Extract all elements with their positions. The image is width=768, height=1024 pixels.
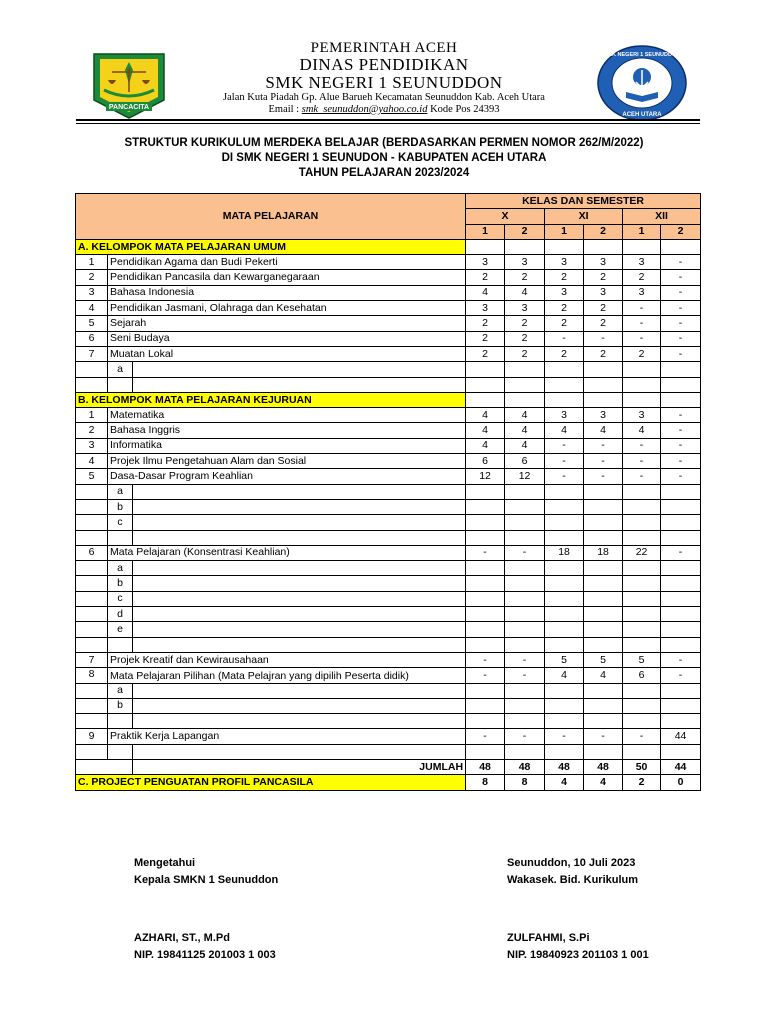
subject-row [76, 301, 701, 316]
projek-cell: 0 [661, 775, 701, 790]
table-row [76, 683, 701, 698]
row-number: 8 [76, 668, 108, 683]
hours-cell: 2 [623, 346, 661, 361]
sign-left-line-2: Kepala SMKN 1 Seunuddon [134, 874, 279, 886]
hours-cell: - [661, 316, 701, 331]
header-mapel: MATA PELAJARAN [76, 194, 466, 240]
total-row [76, 759, 701, 774]
table-row [76, 744, 701, 759]
sign-right-nip: NIP. 19840923 201103 1 001 [507, 949, 649, 961]
hours-cell: 2 [505, 270, 545, 285]
document-title-line-3: TAHUN PELAJARAN 2023/2024 [298, 167, 470, 179]
hours-cell: 2 [584, 270, 623, 285]
hours-cell: 4 [505, 423, 545, 438]
hours-cell: - [584, 454, 623, 469]
curriculum-table [75, 193, 701, 791]
subject-row [76, 331, 701, 346]
hours-cell: 2 [466, 331, 505, 346]
group-a-row [76, 239, 701, 254]
hours-cell: 3 [505, 255, 545, 270]
sub-item-label: a [108, 484, 133, 499]
hours-cell: 3 [623, 408, 661, 423]
row-number: 3 [76, 438, 108, 453]
hours-cell: 4 [466, 408, 505, 423]
subject-row [76, 423, 701, 438]
sub-item-label: d [108, 607, 133, 622]
hours-cell: - [661, 346, 701, 361]
subject-row [76, 469, 701, 484]
email-label: Email : [268, 104, 300, 115]
aceh-emblem-logo [86, 50, 172, 120]
subject-name: Bahasa Inggris [108, 423, 466, 438]
hours-cell: - [661, 255, 701, 270]
hours-cell: - [661, 668, 701, 683]
table-row [76, 530, 701, 545]
row-number: 5 [76, 469, 108, 484]
subject-name: Informatika [108, 438, 466, 453]
header-semester: 2 [584, 224, 623, 239]
document-title-line-1: STRUKTUR KURIKULUM MERDEKA BELAJAR (BERDASARKAN PERMEN NOMOR 262/M/2022) [124, 137, 644, 149]
subject-name: Seni Budaya [108, 331, 466, 346]
hours-cell: 22 [623, 545, 661, 560]
sub-item-label: a [108, 362, 133, 377]
hours-cell: - [584, 331, 623, 346]
hours-cell: - [661, 652, 701, 667]
letterhead-address: Jalan Kuta Piadah Gp. Alue Barueh Kecamatan Seunuddon Kab. Aceh Utara [223, 92, 545, 103]
table-row [76, 591, 701, 606]
hours-cell: 2 [545, 301, 584, 316]
subject-row [76, 285, 701, 300]
hours-cell: 2 [505, 346, 545, 361]
hours-cell: 3 [466, 255, 505, 270]
group-a-body [76, 255, 701, 362]
hours-cell: - [584, 469, 623, 484]
row-number: 3 [76, 285, 108, 300]
hours-cell: 2 [584, 316, 623, 331]
hours-cell: 3 [505, 301, 545, 316]
hours-cell: - [661, 469, 701, 484]
header-kelas-x: X [466, 209, 545, 224]
hours-cell: 2 [466, 316, 505, 331]
hours-cell: 2 [505, 316, 545, 331]
hours-cell: 3 [584, 285, 623, 300]
hours-cell: 4 [623, 423, 661, 438]
subject-row-6 [76, 545, 701, 560]
school-logo [596, 44, 688, 122]
table-row [76, 622, 701, 637]
hours-cell: - [661, 331, 701, 346]
hours-cell: 4 [584, 668, 623, 683]
hours-cell: 2 [545, 316, 584, 331]
subject-row [76, 454, 701, 469]
hours-cell: - [661, 545, 701, 560]
hours-cell: 3 [584, 408, 623, 423]
group-b-heading: B. KELOMPOK MATA PELAJARAN KEJURUAN [76, 392, 466, 407]
table-row [76, 698, 701, 713]
hours-cell: - [466, 729, 505, 744]
letterhead-line-2: DINAS PENDIDIKAN [299, 55, 469, 74]
hours-cell: - [623, 438, 661, 453]
hours-cell: 2 [584, 346, 623, 361]
hours-cell: - [505, 729, 545, 744]
hours-cell: 4 [545, 668, 584, 683]
hours-cell: 3 [623, 255, 661, 270]
letterhead-rule-thick [76, 119, 700, 121]
sign-left-nip: NIP. 19841125 201003 1 003 [134, 949, 276, 961]
row-number: 9 [76, 729, 108, 744]
row-number: 2 [76, 270, 108, 285]
hours-cell: 2 [505, 331, 545, 346]
hours-cell: 18 [545, 545, 584, 560]
letterhead [0, 0, 768, 124]
hours-cell: 2 [545, 270, 584, 285]
hours-cell: 6 [466, 454, 505, 469]
table-row [76, 515, 701, 530]
hours-cell: 12 [466, 469, 505, 484]
projek-cell: 4 [584, 775, 623, 790]
subject-name: Mata Pelajaran Pilihan (Mata Pelajran yang dipilih Peserta didik) [108, 668, 466, 683]
row-number: 7 [76, 652, 108, 667]
header-semester: 2 [661, 224, 701, 239]
group-b-row [76, 392, 701, 407]
row-number: 6 [76, 545, 108, 560]
subject-name: Bahasa Indonesia [108, 285, 466, 300]
table-row [76, 607, 701, 622]
logo-left-text: PANCACITA [108, 104, 150, 111]
hours-cell: - [623, 469, 661, 484]
table-row [76, 561, 701, 576]
total-cell: 44 [661, 759, 701, 774]
hours-cell: - [545, 331, 584, 346]
header-row-1 [76, 194, 701, 209]
sign-right-name: ZULFAHMI, S.Pi [507, 932, 590, 944]
hours-cell: 3 [623, 285, 661, 300]
hours-cell: - [661, 408, 701, 423]
hours-cell: 5 [623, 652, 661, 667]
subject-name: Sejarah [108, 316, 466, 331]
row-number: 1 [76, 255, 108, 270]
header-semester: 1 [466, 224, 505, 239]
hours-cell: 6 [505, 454, 545, 469]
subject-name: Projek Kreatif dan Kewirausahaan [108, 652, 466, 667]
row-number: 5 [76, 316, 108, 331]
hours-cell: 2 [466, 270, 505, 285]
subject-row [76, 255, 701, 270]
hours-cell: 4 [466, 438, 505, 453]
hours-cell: - [545, 438, 584, 453]
total-label: JUMLAH [133, 759, 466, 774]
hours-cell: 12 [505, 469, 545, 484]
subject-name: Pendidikan Jasmani, Olahraga dan Kesehatan [108, 301, 466, 316]
header-semester: 1 [623, 224, 661, 239]
hours-cell: - [584, 729, 623, 744]
hours-cell: - [623, 316, 661, 331]
table-row [76, 377, 701, 392]
hours-cell: - [584, 438, 623, 453]
sub-item-label: c [108, 515, 133, 530]
sign-left-name: AZHARI, ST., M.Pd [134, 932, 230, 944]
header-kelas-xi: XI [545, 209, 623, 224]
group-b-body [76, 408, 701, 484]
letterhead-school-name: SMK NEGERI 1 SEUNUDDON [265, 73, 503, 92]
hours-cell: 3 [466, 301, 505, 316]
subject-row-8 [76, 668, 701, 683]
hours-cell: 2 [584, 301, 623, 316]
subject-name: Pendidikan Agama dan Budi Pekerti [108, 255, 466, 270]
hours-cell: - [505, 545, 545, 560]
logo-right-top-text: SMK NEGERI 1 SEUNUDDON [603, 52, 681, 58]
row-number: 4 [76, 454, 108, 469]
row-number: 4 [76, 301, 108, 316]
projek-cell: 8 [466, 775, 505, 790]
hours-cell: - [466, 545, 505, 560]
total-cell: 50 [623, 759, 661, 774]
total-cell: 48 [466, 759, 505, 774]
hours-cell: 4 [505, 285, 545, 300]
hours-cell: 4 [545, 423, 584, 438]
hours-cell: - [623, 331, 661, 346]
hours-cell: - [661, 454, 701, 469]
sub-item-label: a [108, 561, 133, 576]
subject-name: Pendidikan Pancasila dan Kewarganegaraan [108, 270, 466, 285]
hours-cell: 5 [584, 652, 623, 667]
hours-cell: - [623, 454, 661, 469]
hours-cell: 5 [545, 652, 584, 667]
hours-cell: - [545, 469, 584, 484]
email-link[interactable]: smk_seunuddon@yahoo.co.id [301, 104, 428, 115]
letterhead-rule-thin [76, 123, 700, 124]
hours-cell: 4 [505, 408, 545, 423]
projek-cell: 2 [623, 775, 661, 790]
subject-row [76, 316, 701, 331]
sub-item-label: c [108, 591, 133, 606]
total-cell: 48 [505, 759, 545, 774]
hours-cell: 3 [545, 408, 584, 423]
header-semester: 2 [505, 224, 545, 239]
subject-row [76, 408, 701, 423]
header-semester: 1 [545, 224, 584, 239]
hours-cell: - [661, 438, 701, 453]
sign-right-line-2: Wakasek. Bid. Kurikulum [507, 874, 639, 886]
hours-cell: - [623, 301, 661, 316]
hours-cell: - [623, 729, 661, 744]
row-number: 2 [76, 423, 108, 438]
projek-cell: 8 [505, 775, 545, 790]
header-kelas-semester: KELAS DAN SEMESTER [466, 194, 701, 209]
table-row [76, 484, 701, 499]
hours-cell: 4 [584, 423, 623, 438]
subject-row [76, 438, 701, 453]
subject-name: Projek Ilmu Pengetahuan Alam dan Sosial [108, 454, 466, 469]
hours-cell: 6 [623, 668, 661, 683]
subject-name: Dasa-Dasar Program Keahlian [108, 469, 466, 484]
group-c-heading: C. PROJECT PENGUATAN PROFIL PANCASILA [76, 775, 466, 790]
row-number: 7 [76, 346, 108, 361]
hours-cell: 4 [466, 423, 505, 438]
letterhead-line-1: PEMERINTAH ACEH [310, 40, 458, 56]
hours-cell: 4 [505, 438, 545, 453]
hours-cell: 18 [584, 545, 623, 560]
total-cell: 48 [584, 759, 623, 774]
row-number: 6 [76, 331, 108, 346]
sub-item-label: b [108, 698, 133, 713]
hours-cell: - [661, 285, 701, 300]
sub-item-label: a [108, 683, 133, 698]
logo-right-bottom-text: ACEH UTARA [622, 112, 662, 118]
table-row [76, 637, 701, 652]
hours-cell: - [545, 729, 584, 744]
sign-left-line-1: Mengetahui [134, 857, 196, 869]
postal-code: Kode Pos 24393 [430, 104, 500, 115]
subject-name: Muatan Lokal [108, 346, 466, 361]
subject-row [76, 270, 701, 285]
subject-row-7 [76, 652, 701, 667]
hours-cell: - [466, 668, 505, 683]
table-row [76, 362, 701, 377]
hours-cell: - [545, 454, 584, 469]
subject-name: Mata Pelajaran (Konsentrasi Keahlian) [108, 545, 466, 560]
hours-cell: 44 [661, 729, 701, 744]
hours-cell: 2 [545, 346, 584, 361]
sub-item-label: b [108, 499, 133, 514]
hours-cell: - [661, 270, 701, 285]
table-row [76, 576, 701, 591]
document-title-line-2: DI SMK NEGERI 1 SEUNUDON - KABUPATEN ACEH UTARA [221, 152, 547, 164]
group-c-row [76, 775, 701, 790]
hours-cell: 2 [466, 346, 505, 361]
hours-cell: - [505, 668, 545, 683]
hours-cell: - [466, 652, 505, 667]
sub-item-label: b [108, 576, 133, 591]
subject-name: Praktik Kerja Lapangan [108, 729, 466, 744]
subject-row-9 [76, 729, 701, 744]
hours-cell: 2 [623, 270, 661, 285]
hours-cell: 4 [466, 285, 505, 300]
hours-cell: 3 [545, 255, 584, 270]
hours-cell: - [505, 652, 545, 667]
hours-cell: - [661, 301, 701, 316]
table-row [76, 714, 701, 729]
subject-name: Matematika [108, 408, 466, 423]
table-row [76, 499, 701, 514]
projek-cell: 4 [545, 775, 584, 790]
hours-cell: - [661, 423, 701, 438]
hours-cell: 3 [545, 285, 584, 300]
header-kelas-xii: XII [623, 209, 701, 224]
row-number: 1 [76, 408, 108, 423]
total-cell: 48 [545, 759, 584, 774]
hours-cell: 3 [584, 255, 623, 270]
letterhead-contact [180, 104, 588, 115]
subject-row [76, 346, 701, 361]
sign-right-line-1: Seunuddon, 10 Juli 2023 [507, 857, 636, 869]
sub-item-label: e [108, 622, 133, 637]
group-a-heading: A. KELOMPOK MATA PELAJARAN UMUM [76, 239, 466, 254]
